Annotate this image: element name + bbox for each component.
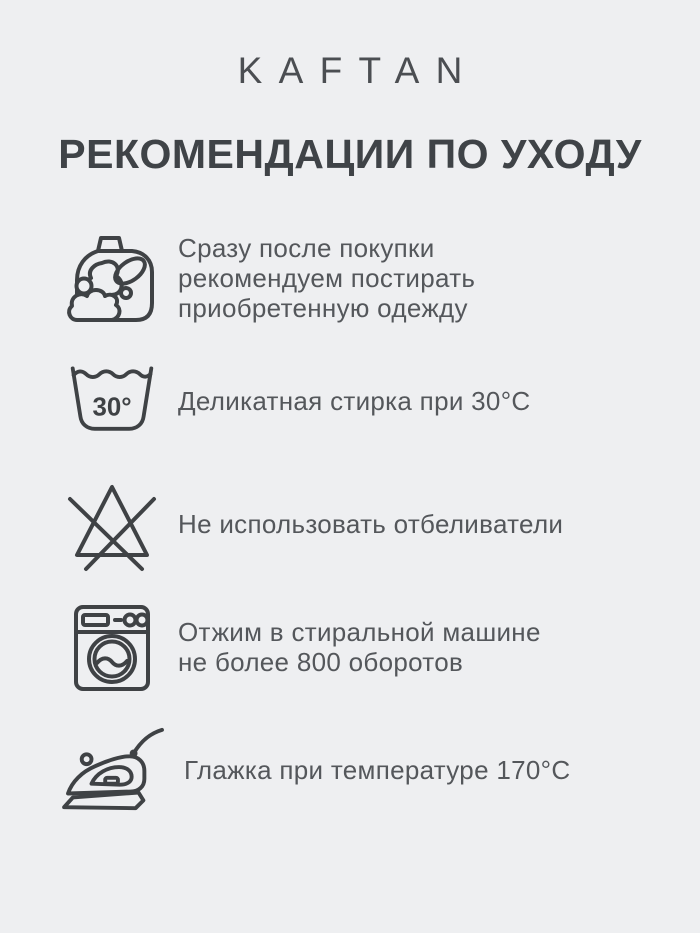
care-row-no-bleach xyxy=(60,476,670,572)
care-row-spin xyxy=(60,599,670,695)
care-line: Не использовать отбеливатели xyxy=(178,509,564,539)
iron-icon xyxy=(60,723,170,817)
delicate-wash-30-icon xyxy=(60,362,164,440)
care-row-delicate-wash xyxy=(60,353,670,449)
care-line: приобретенную одежду xyxy=(178,293,468,323)
detergent-bottle-icon xyxy=(60,230,164,326)
page-title: РЕКОМЕНДАЦИИ ПО УХОДУ xyxy=(58,131,642,177)
no-bleach-icon xyxy=(60,476,164,572)
care-row-ironing xyxy=(60,722,670,818)
washing-machine-icon xyxy=(60,599,164,695)
care-rows xyxy=(0,230,700,818)
care-row-text xyxy=(178,233,475,323)
care-row-text xyxy=(184,755,570,785)
brand-logo: KAFTAN xyxy=(237,50,479,91)
care-row-text xyxy=(178,617,541,677)
wash-temp-label: 30° xyxy=(92,393,132,422)
care-line: Деликатная стирка при 30°C xyxy=(178,386,531,416)
care-row-wash-after-purchase xyxy=(60,230,670,326)
care-row-text xyxy=(178,509,563,539)
care-line: Сразу после покупки xyxy=(178,233,435,263)
care-line: Глажка при температуре 170°C xyxy=(184,755,571,785)
care-line: Отжим в стиральной машине xyxy=(178,617,541,647)
care-line: не более 800 оборотов xyxy=(178,647,464,677)
care-row-text xyxy=(178,386,530,416)
care-line: рекомендуем постирать xyxy=(178,263,476,293)
